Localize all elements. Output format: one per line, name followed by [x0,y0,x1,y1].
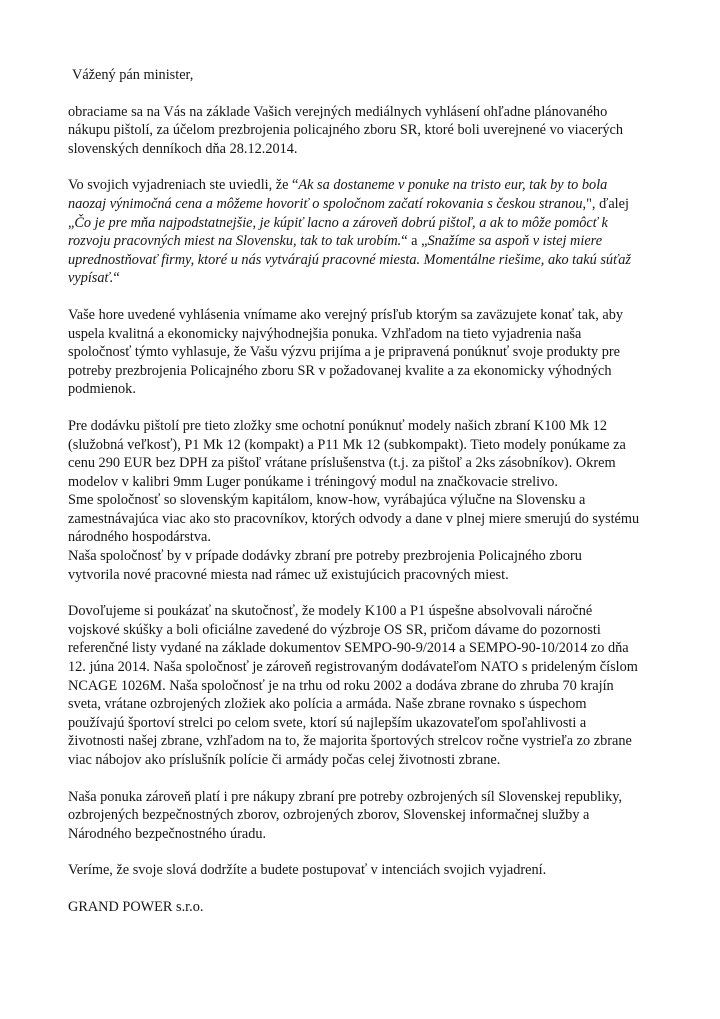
body-text: národného hospodárstva. [68,529,211,546]
text-line [68,825,668,844]
body-text: Naša ponuka zároveň platí i pre nákupy zbraní pre potreby ozbrojených síl Slovenskej republiky, [68,788,623,805]
text-line [68,195,668,214]
body-text: uspela kvalitná a ekonomicky najvýhodnejšia ponuka. Vzhľadom na tieto vyjadrenia naša [68,325,582,342]
text-line [68,602,668,621]
text-line [68,806,668,825]
text-line [68,269,668,288]
body-text: “ [113,270,120,287]
body-text: Národného bezpečnostného úradu. [68,825,267,842]
body-text: „ [68,214,75,231]
body-text: ,", ďalej [582,195,629,212]
body-text: obraciame sa na Vás na základe Vašich verejných mediálnych vyhlásení ohľadne plánovaného [68,103,608,120]
text-line [68,788,668,807]
body-text: Vo svojich vyjadreniach ste uviedli, že “ [68,177,299,194]
text-line [68,751,668,770]
body-text: spoločnosť týmto vyhlasuje, že Vašu výzvu prijíma a je pripravená ponúknuť svoje produkty pre [68,344,620,361]
text-line [68,695,668,714]
quoted-text: uprednostňovať firmy, ktoré u nás vytvárajú pracovné miesta. Momentálne riešime, ako takú súťaž [68,251,631,268]
text-line [68,325,668,344]
text-line [68,677,668,696]
letter-page [68,66,668,917]
text-line [68,103,668,122]
body-text: zamestnávajúca viac ako sto pracovníkov, ktorých odvody a dane v plnej miere smerujú do systému [68,510,640,527]
body-text: modelov v kalibri 9mm Luger ponúkame i tréningový modul na značkovacie strelivo. [68,473,558,490]
text-line [68,714,668,733]
text-line [68,621,668,640]
text-line [68,566,668,585]
body-text: Veríme, že svoje slová dodržíte a budete postupovať v intenciách svojich vyjadrení. [68,862,547,879]
quoted-text: Snažíme sa aspoň v istej miere [427,233,603,250]
body-text: vytvorila nové pracovné miesta nad rámec už existujúcich pracovných miest. [68,566,509,583]
paragraph-intro [68,103,668,159]
body-text: vojskové skúšky a boli oficiálne zavedené do výzbroje OS SR, pričom dávame do pozornosti [68,621,601,638]
paragraph-offer [68,417,668,584]
body-text: používajú športoví strelci po celom svete, ktorí sú najlepším ukazovateľom spoľahlivosti a [68,714,587,731]
salutation: Vážený pán minister, [72,67,194,83]
body-text: podmienok. [68,381,136,398]
body-text: viac nábojov ako príslušník polície či armády počas celej životnosti zbrane. [68,752,501,768]
body-text: Pre dodávku pištolí pre tieto zložky sme ochotní ponúknuť modely našich zbraní K100 Mk 12 [68,417,607,434]
text-line [68,861,668,880]
text-line [68,251,668,270]
text-line [68,658,668,677]
quoted-text: Čo je pre mňa najpodstatnejšie, je kúpiť lacno a zároveň dobrú pištoľ, a ak to môže pomôcť k [74,214,608,231]
text-line [68,380,668,399]
body-text: Naša spoločnosť by v prípade dodávky zbraní pre potreby prezbrojenia Policajného zboru [68,548,582,565]
body-text: potreby prezbrojenia Policajného zboru SR v požadovanej kvalite a za ekonomicky výhodných [68,362,612,379]
text-line [68,121,668,140]
text-line [68,454,668,473]
text-line [68,528,668,547]
text-line [68,306,668,325]
body-text: 12. júna 2014. Naša spoločnosť je zároveň registrovaným dodávateľom NATO s prideleným číslom [68,659,638,676]
body-text: cenu 290 EUR bez DPH za pištoľ vrátane príslušenstva (t.j. za pištoľ a 2ks zásobníkov). Okrem [68,455,616,472]
quoted-text: naozaj výnimočná cena a môžeme hovoriť o spoločnom začatí rokovania s českou stranou [68,195,583,212]
body-text: Vaše hore uvedené vyhlásenia vnímame ako verejný prísľub ktorým sa zaväzujete konať tak, aby [68,306,624,323]
quoted-text: Ak sa dostaneme v ponuke na tristo eur, tak by to bola [298,177,608,194]
text-line [68,510,668,529]
body-text: slovenských denníkoch dňa 28.12.2014. [68,140,298,157]
text-line [68,214,668,233]
text-line [68,639,668,658]
paragraph-quotes [68,176,668,288]
body-text: Sme spoločnosť so slovenským kapitálom, know-how, vyrábajúca výlučne na Slovensku a [68,492,586,509]
body-text: referenčné listy vydané na základe dokumentov SEMPO-90-9/2014 a SEMPO-90-10/2014 zo dňa [68,640,629,657]
body-text: ozbrojených bezpečnostných zborov, ozbrojených zborov, Slovenskej informačnej služby a [68,807,590,824]
body-text: NCAGE 1026M. Naša spoločnosť je na trhu od roku 2002 a dodáva zbrane do zhruba 70 krajín [68,677,614,694]
text-line [68,436,668,455]
body-text: nákupu pištolí, za účelom prezbrojenia policajného zboru SR, ktoré boli uverejnené vo viacerých [68,122,624,139]
body-text: sveta, vrátane ozbrojených zložiek ako polícia a armáda. Naše zbrane rovnako s úspechom [68,696,587,713]
body-text: “ a „ [401,233,428,250]
quoted-text: rozvoju pracovných miest na Slovensku, tak to tak urobím. [68,233,402,250]
body-text: životnosti našej zbrane, vzhľadom na to, že majorita športových strelcov ročne vystrieľa zo zbrane [68,733,632,750]
body-text: (služobná veľkosť), P1 Mk 12 (kompakt) a P11 Mk 12 (subkompakt). Tieto modely ponúkame za [68,436,626,453]
text-line [68,140,668,159]
paragraph-references [68,602,668,769]
paragraph-closing [68,861,668,880]
body-text: Dovoľujeme si poukázať na skutočnosť, že modely K100 a P1 úspešne absolvovali náročné [68,603,593,620]
text-line [68,176,668,195]
text-line [68,417,668,436]
quoted-text: vypísať. [68,270,114,287]
text-line [68,491,668,510]
text-line [68,473,668,492]
paragraph-promise [68,306,668,399]
letter-body [68,103,668,880]
paragraph-scope [68,788,668,844]
text-line [68,232,668,251]
text-line [68,362,668,381]
text-line [68,732,668,751]
text-line [68,343,668,362]
text-line [68,547,668,566]
signature: GRAND POWER s.r.o. [68,898,204,915]
